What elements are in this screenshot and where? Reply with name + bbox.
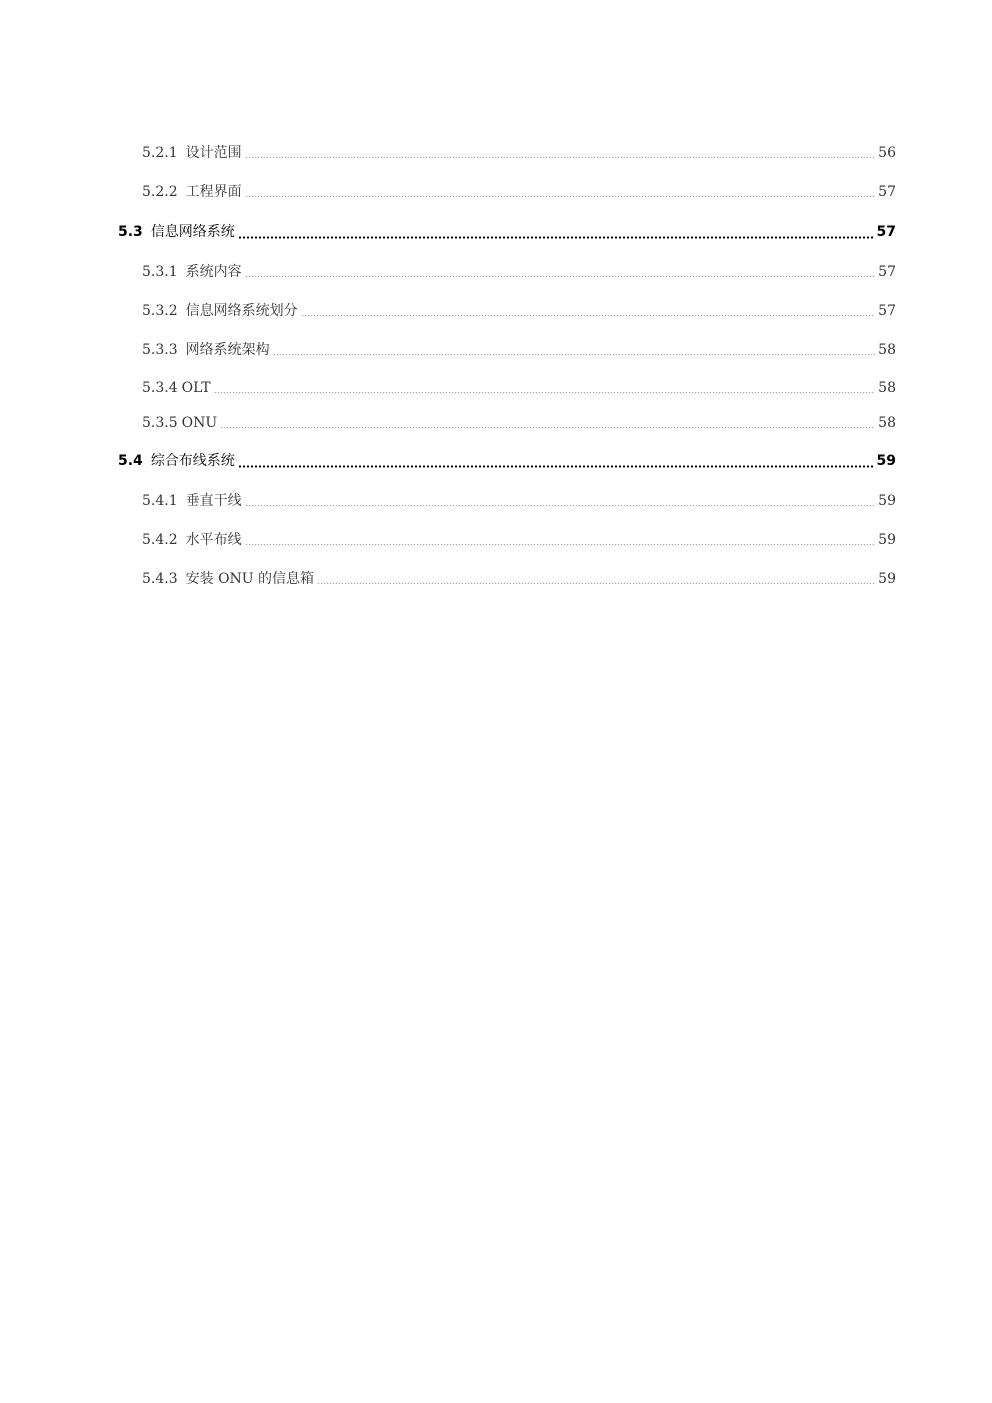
dot-leader <box>238 465 874 468</box>
toc-entry-number: 5.3.4 <box>142 380 178 396</box>
dot-leader <box>301 315 876 316</box>
toc-entry-number: 5.4.3 <box>142 571 178 587</box>
toc-entry-number: 5.3 <box>118 224 143 240</box>
toc-entry-number: 5.4.1 <box>142 493 178 509</box>
toc-entry-title: 综合布线系统 <box>150 453 235 469</box>
toc-entry-page: 59 <box>878 532 896 548</box>
toc-entry-number: 5.2.2 <box>142 184 178 200</box>
dot-leader <box>317 583 875 584</box>
toc-entry-page: 59 <box>878 493 896 509</box>
dot-leader <box>273 354 876 355</box>
toc-entry-page: 56 <box>878 145 896 161</box>
toc-entry-page: 57 <box>876 224 896 240</box>
toc-entry-number: 5.4 <box>118 453 143 469</box>
toc-entry-page: 58 <box>878 380 896 396</box>
dot-leader <box>245 157 876 158</box>
toc-entry-number: 5.3.5 <box>142 415 178 431</box>
toc-entry-5-4-3[interactable] <box>142 568 896 590</box>
toc-entry-5-3-5[interactable] <box>142 412 896 434</box>
toc-entry-number: 5.4.2 <box>142 532 178 548</box>
toc-entry-title: OLT <box>181 380 211 396</box>
toc-entry-title: 安装 ONU 的信息箱 <box>185 571 315 587</box>
toc-entry-title: 设计范围 <box>185 145 242 161</box>
toc-entry-title: 系统内容 <box>185 264 242 280</box>
toc-entry-5-3[interactable] <box>118 221 896 243</box>
toc-entry-title: 垂直干线 <box>185 493 242 509</box>
toc-entry-number: 5.3.3 <box>142 342 178 358</box>
toc-entry-5-3-1[interactable] <box>142 261 896 283</box>
toc-entry-number: 5.3.1 <box>142 264 178 280</box>
toc-entry-5-4-2[interactable] <box>142 529 896 551</box>
toc-entry-5-4-1[interactable] <box>142 490 896 512</box>
toc-entry-title: ONU <box>181 415 218 431</box>
toc-entry-title: 信息网络系统 <box>150 224 235 240</box>
toc-entry-number: 5.2.1 <box>142 145 178 161</box>
dot-leader <box>214 392 876 393</box>
toc-entry-title: 信息网络系统划分 <box>185 303 298 319</box>
toc-entry-page: 58 <box>878 415 896 431</box>
toc-entry-page: 59 <box>878 571 896 587</box>
dot-leader <box>245 196 876 197</box>
toc-entry-page: 59 <box>876 453 896 469</box>
toc-entry-page: 57 <box>878 303 896 319</box>
toc-entry-5-2-1[interactable] <box>142 142 896 164</box>
toc-entry-page: 57 <box>878 264 896 280</box>
dot-leader <box>245 505 876 506</box>
toc-entry-5-3-4[interactable] <box>142 377 896 399</box>
toc-entry-5-4[interactable] <box>118 450 896 472</box>
toc-entry-page: 57 <box>878 184 896 200</box>
toc-entry-5-3-3[interactable] <box>142 339 896 361</box>
toc-entry-number: 5.3.2 <box>142 303 178 319</box>
toc-entry-title: 工程界面 <box>185 184 242 200</box>
toc-entry-5-2-2[interactable] <box>142 181 896 203</box>
dot-leader <box>220 427 875 428</box>
dot-leader <box>245 276 876 277</box>
toc-entry-page: 58 <box>878 342 896 358</box>
toc-entry-5-3-2[interactable] <box>142 300 896 322</box>
toc-entry-title: 网络系统架构 <box>185 342 270 358</box>
toc-entry-title: 水平布线 <box>185 532 242 548</box>
dot-leader <box>238 236 874 239</box>
dot-leader <box>245 544 876 545</box>
